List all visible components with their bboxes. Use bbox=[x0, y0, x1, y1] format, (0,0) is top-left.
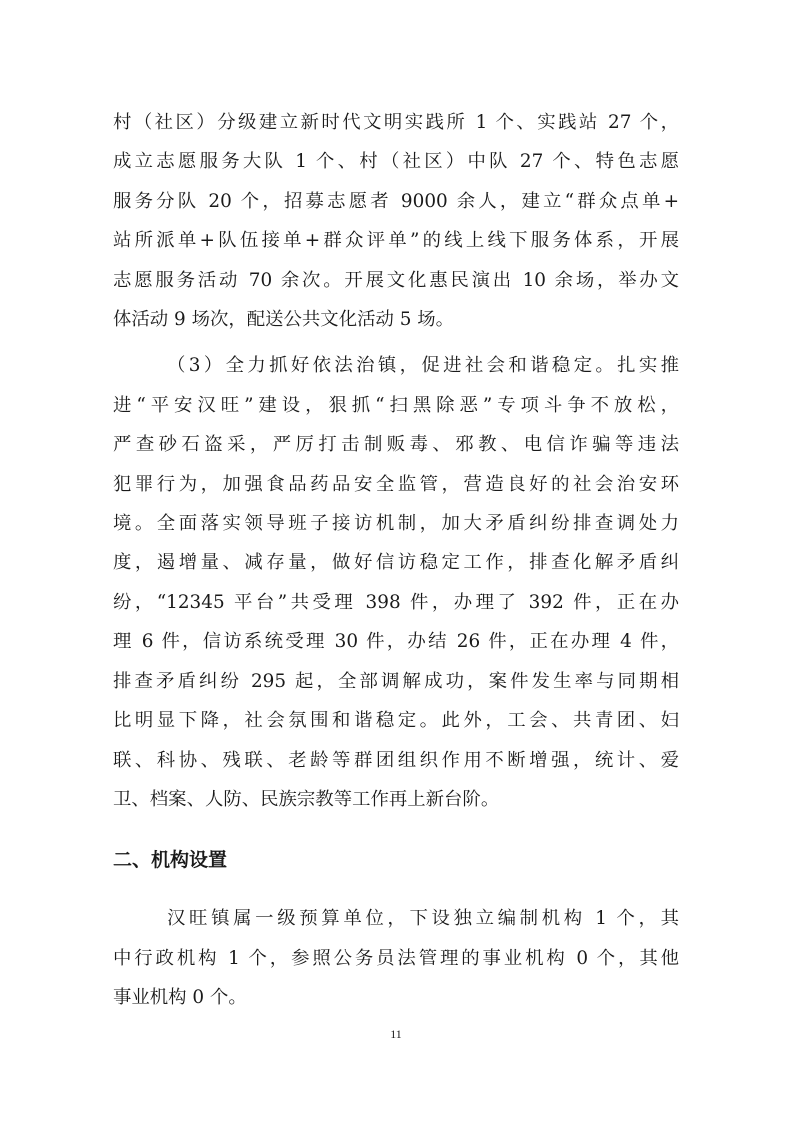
paragraph-1-line-5: 志愿服务活动 70 余次。开展文化惠民演出 10 余场，举办文 bbox=[113, 270, 679, 291]
paragraph-3-line-1: 汉旺镇属一级预算单位，下设独立编制机构 1 个，其 bbox=[167, 908, 679, 929]
paragraph-1-line-4: 站所派单+队伍接单+群众评单”的线上线下服务体系，开展 bbox=[113, 230, 679, 251]
page-number: 11 bbox=[390, 1027, 402, 1041]
paragraph-2-line-2: 进“平安汉旺”建设，狠抓“扫黑除恶”专项斗争不放松， bbox=[113, 395, 679, 416]
paragraph-2-line-3: 严查砂石盗采，严厉打击制贩毒、邪教、电信诈骗等违法 bbox=[113, 434, 679, 455]
paragraph-2-line-6: 度，遏增量、减存量，做好信访稳定工作，排查化解矛盾纠 bbox=[113, 552, 679, 573]
paragraph-2-line-1: （3）全力抓好依法治镇，促进社会和谐稳定。扎实推 bbox=[167, 355, 679, 376]
paragraph-2-line-10: 比明显下降，社会氛围和谐稳定。此外，工会、共青团、妇 bbox=[113, 710, 679, 731]
paragraph-3-line-2: 中行政机构 1 个，参照公务员法管理的事业机构 0 个，其他 bbox=[113, 948, 679, 969]
paragraph-2-line-8: 理 6 件，信访系统受理 30 件，办结 26 件，正在办理 4 件， bbox=[113, 631, 679, 652]
paragraph-2-line-12: 卫、档案、人防、民族宗教等工作再上新台阶。 bbox=[113, 789, 500, 810]
paragraph-1-line-1: 村（社区）分级建立新时代文明实践所 1 个、实践站 27 个， bbox=[113, 112, 679, 133]
paragraph-1-line-2: 成立志愿服务大队 1 个、村（社区）中队 27 个、特色志愿 bbox=[113, 151, 679, 172]
paragraph-2-line-4: 犯罪行为，加强食品药品安全监管，营造良好的社会治安环 bbox=[113, 474, 679, 495]
paragraph-2-line-7: 纷，“12345 平台”共受理 398 件，办理了 392 件，正在办 bbox=[113, 592, 679, 613]
paragraph-2-line-11: 联、科协、残联、老龄等群团组织作用不断增强，统计、爱 bbox=[113, 750, 679, 771]
paragraph-2-line-5: 境。全面落实领导班子接访机制，加大矛盾纠纷排查调处力 bbox=[113, 513, 679, 534]
paragraph-3-line-3: 事业机构 0 个。 bbox=[113, 987, 247, 1008]
paragraph-1-line-3: 服务分队 20 个，招募志愿者 9000 余人，建立“群众点单+ bbox=[113, 191, 679, 212]
section-heading: 二、机构设置 bbox=[113, 849, 228, 871]
paragraph-2-line-9: 排查矛盾纠纷 295 起，全部调解成功，案件发生率与同期相 bbox=[113, 671, 679, 692]
paragraph-1-line-6: 体活动 9 场次，配送公共文化活动 5 场。 bbox=[113, 309, 455, 330]
